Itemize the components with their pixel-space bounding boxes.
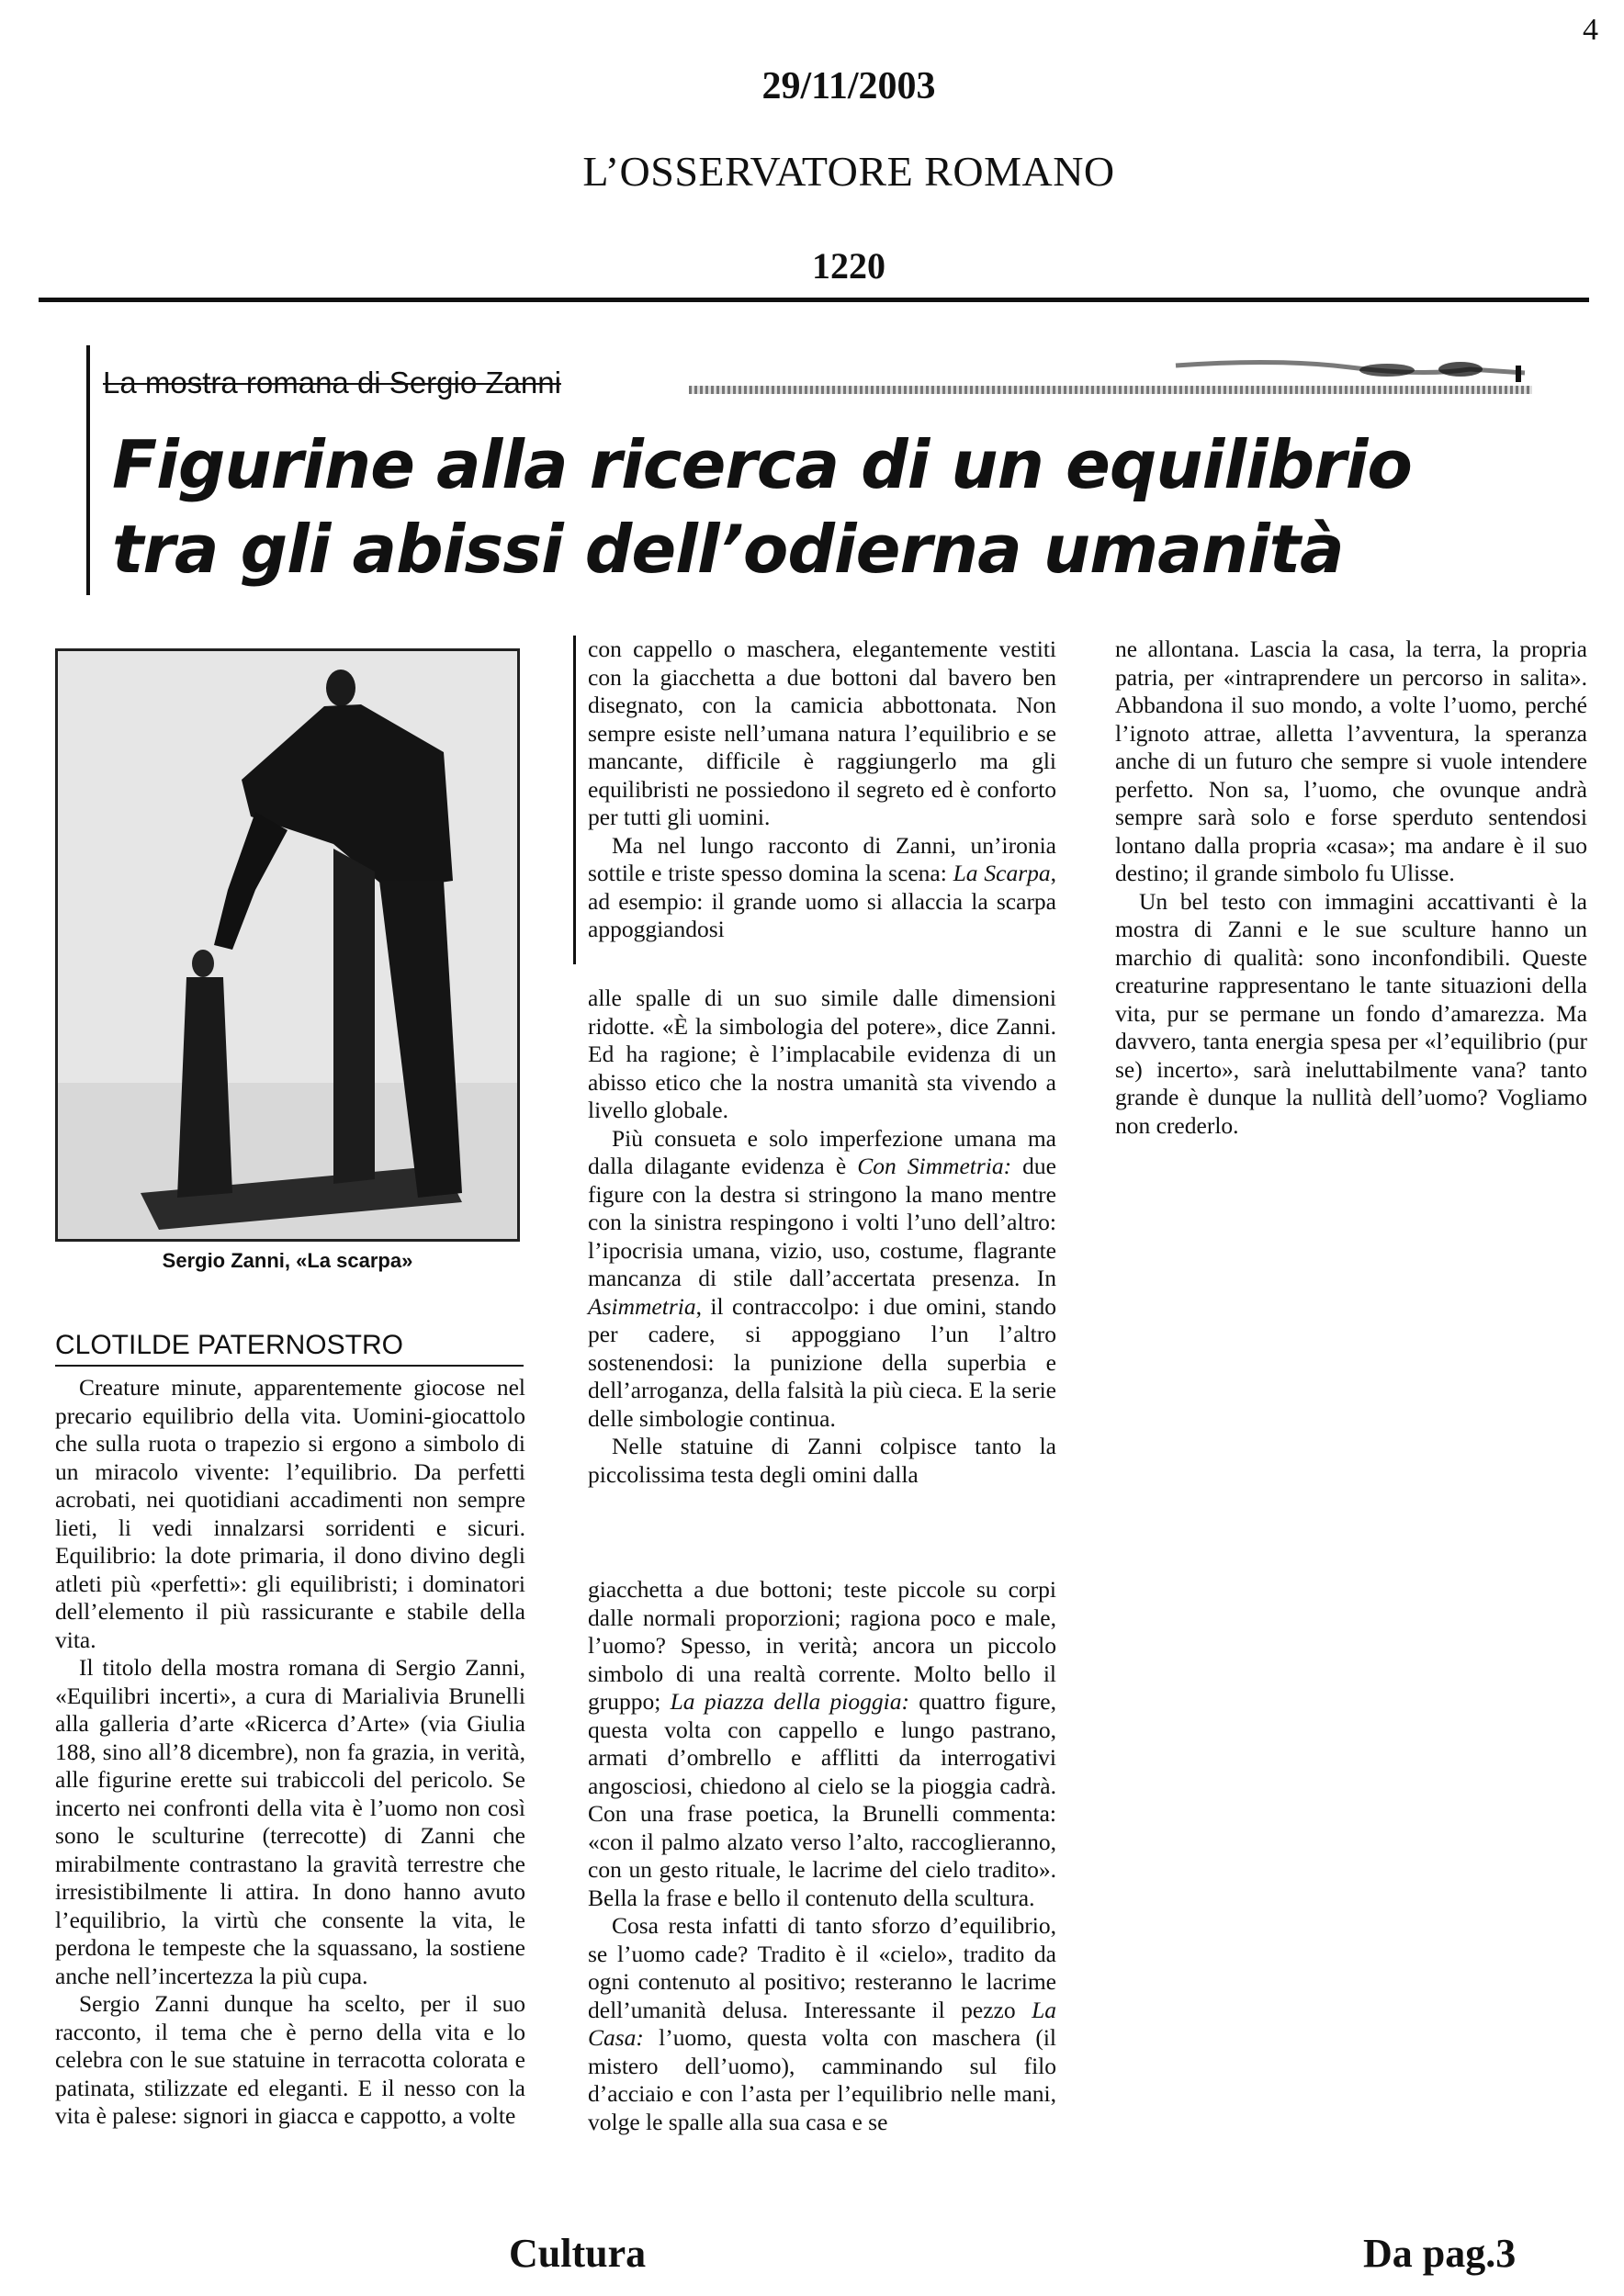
column-2-middle [588, 985, 1056, 1489]
paragraph: Ma nel lungo racconto di Zanni, un’ironia sottile e triste spesso domina la scena: La Scarpa, ad esempio: il grande uomo si allaccia la scarpa appoggiandosi [588, 831, 1056, 942]
kicker-rule [689, 386, 1532, 394]
paragraph: Un bel testo con immagini accattivanti è la mostra di Zanni e le sue sculture hanno un marchio di qualità: sono inconfondibili. Queste creaturine rappresentano le tante situazioni della vita, pur se permane un fondo d’amarezza. Ma davvero, tanta energia spesa per «l’equilibrio (pur se) incerto», sarà ineluttabilmente vana? tanto grande è dunque la nullità dell’uomo? Vogliamo non crederlo. [1115, 887, 1587, 1139]
author-byline: CLOTILDE PATERNOSTRO [55, 1330, 524, 1367]
newspaper-name: L’OSSERVATORE ROMANO [582, 148, 1115, 195]
headline-line-2: tra gli abissi dell’odierna umanità [112, 511, 1344, 588]
header-rule [39, 298, 1589, 302]
artwork-title: Con Simmetria: [857, 1153, 1012, 1179]
photo-caption: Sergio Zanni, «La scarpa» [162, 1249, 413, 1272]
paragraph: Sergio Zanni dunque ha scelto, per il suo racconto, il tema che è perno della vita e lo celebra con le sue statuine in terracotta colorata e patinata, stilizzate ed eleganti. E il nesso con la vita è palese: signori in giacca e cappotto, a volte [55, 1990, 525, 2129]
page-number: 4 [1583, 13, 1598, 47]
sculpture-photo-image [58, 651, 517, 1239]
continued-from-label: Da pag.3 [1363, 2231, 1517, 2276]
issue-number: 1220 [812, 245, 885, 287]
artwork-title: Asimmetria [588, 1292, 696, 1320]
column-2-top [588, 636, 1056, 944]
paragraph: con cappello o maschera, elegantemente vestiti con la giacchetta a due bottoni dal bavero ben disegnato, con la camicia abbottonata. Non sempre esiste nell’umana natura l’equilibrio e se mancante, difficile è raggiungerlo ma gli equilibristi ne possiedono il segreto ed è conforto per tutti gli uomini. [588, 636, 1056, 830]
paragraph: Più consueta e solo imperfezione umana ma dalla dilagante evidenza è Con Simmetria: due figure con la destra si stringono la mano mentre con la sinistra respingono i volti l’uno dell’altro: l’ipocrisia umana, vizio, uso, costume, flagrante mancanza di stile dall’accertata presenza. In Asimmetria, il contraccolpo: i due omini, stando per cadere, si appoggiano l’un l’altro sostenendosi: la punizione della superbia e dell’arroganza, della falsità la più cieca. E la serie delle simbologie continua. [588, 1124, 1056, 1432]
artwork-title: La Casa: [588, 1996, 1056, 2051]
paragraph: alle spalle di un suo simile dalle dimensioni ridotte. «È la simbologia del potere», dice Zanni. Ed ha ragione; è l’implacabile evidenza di un abisso etico che la nostra umanità sta vivendo a livello globale. [588, 985, 1056, 1123]
sculpture-photo [55, 648, 520, 1242]
paragraph: ne allontana. Lascia la casa, la terra, la propria patria, per «intraprendere un percorso in salita». Abbandona il suo mondo, a volte l’uomo, perché l’ignoto attrae, alletta l’avventura, la speranza anche di un futuro che sempre si vuole intendere perfetto. Non sa, l’uomo, che ovunque andrà sempre sarà solo e forse sperduto sentendosi lontano dalla propria «casa»; ma andare è il suo destino; il grande simbolo fu Ulisse. [1115, 636, 1587, 886]
paragraph: Nelle statuine di Zanni colpisce tanto la piccolissima testa degli omini dalla [588, 1433, 1056, 1488]
section-label: Cultura [509, 2231, 647, 2276]
paragraph: Il titolo della mostra romana di Sergio Zanni, «Equilibri incerti», a cura di Marialivia Brunelli alla galleria d’arte «Ricerca d’Arte» (via Giulia 188, sino all’8 dicembre), non fa grazia, in verità, alle figurine erette sui trabiccoli del pericolo. Se incerto nei confronti della vita è l’uomo non così sono le sculturine (terrecotte) di Zanni che mirabilmente contrastano la gravità terrestre che irresistibilmente li attira. In dono hanno avuto l’equilibrio, la virtù che consente la vita, le perdona le tempeste che la squassano, la sostiene anche nell’incertezza la più cupa. [55, 1654, 525, 1989]
scan-smudge [1167, 345, 1534, 382]
column-3 [1115, 636, 1587, 1140]
article-headline [112, 422, 1545, 591]
article-kicker: La mostra romana di Sergio Zanni [103, 366, 561, 400]
paragraph: Cosa resta infatti di tanto sforzo d’equilibrio, se l’uomo cade? Tradito è il «cielo», tradito da ogni contenuto al positivo; resteranno le lacrime dell’umanità delusa. Interessante il pezzo La Casa: l’uomo, questa volta con maschera (il mistero dell’uomo), camminando sul filo d’acciaio e con l’asta per l’equilibrio nelle mani, volge le spalle alla sua casa e se [588, 1912, 1056, 2135]
paragraph: giacchetta a due bottoni; teste piccole su corpi dalle normali proporzioni; ragiona poco e male, l’uomo? Spesso, in verità; ancora un piccolo simbolo di una realtà corrente. Molto bello il gruppo; La piazza della pioggia: quattro figure, questa volta con cappello e lungo pastrano, armati d’ombrello e afflitti da interrogativi angosciosi, chiedono al cielo se la pioggia cadrà. Con una frase poetica, la Brunelli commenta: «con il palmo alzato verso l’alto, raccoglieranno, con un gesto rituale, le lacrime del cielo tradito». Bella la frase e bello il contenuto della scultura. [588, 1576, 1056, 1911]
column-divider [573, 636, 576, 964]
publication-date: 29/11/2003 [761, 65, 936, 107]
column-1 [55, 1374, 525, 2131]
artwork-title: La piazza della pioggia: [670, 1688, 909, 1715]
headline-line-1: Figurine alla ricerca di un equilibrio [112, 426, 1412, 503]
artwork-title: La Scarpa [953, 860, 1051, 886]
paragraph: Creature minute, apparentemente giocose nel precario equilibrio della vita. Uomini-giocattolo che sulla ruota o trapezio si ergono a simbolo di un miracolo vivente: l’equilibrio. Da perfetti acrobati, nei quotidiani accadimenti non sempre lieti, li vedi innalzarsi sorridenti e sicuri. Equilibrio: la dote primaria, il dono divino degli atleti più «perfetti»: gli equilibristi; i dominatori dell’elemento il più rassicurante e stabile della vita. [55, 1374, 525, 1653]
title-side-bar [86, 345, 90, 595]
column-2-bottom [588, 1576, 1056, 2136]
